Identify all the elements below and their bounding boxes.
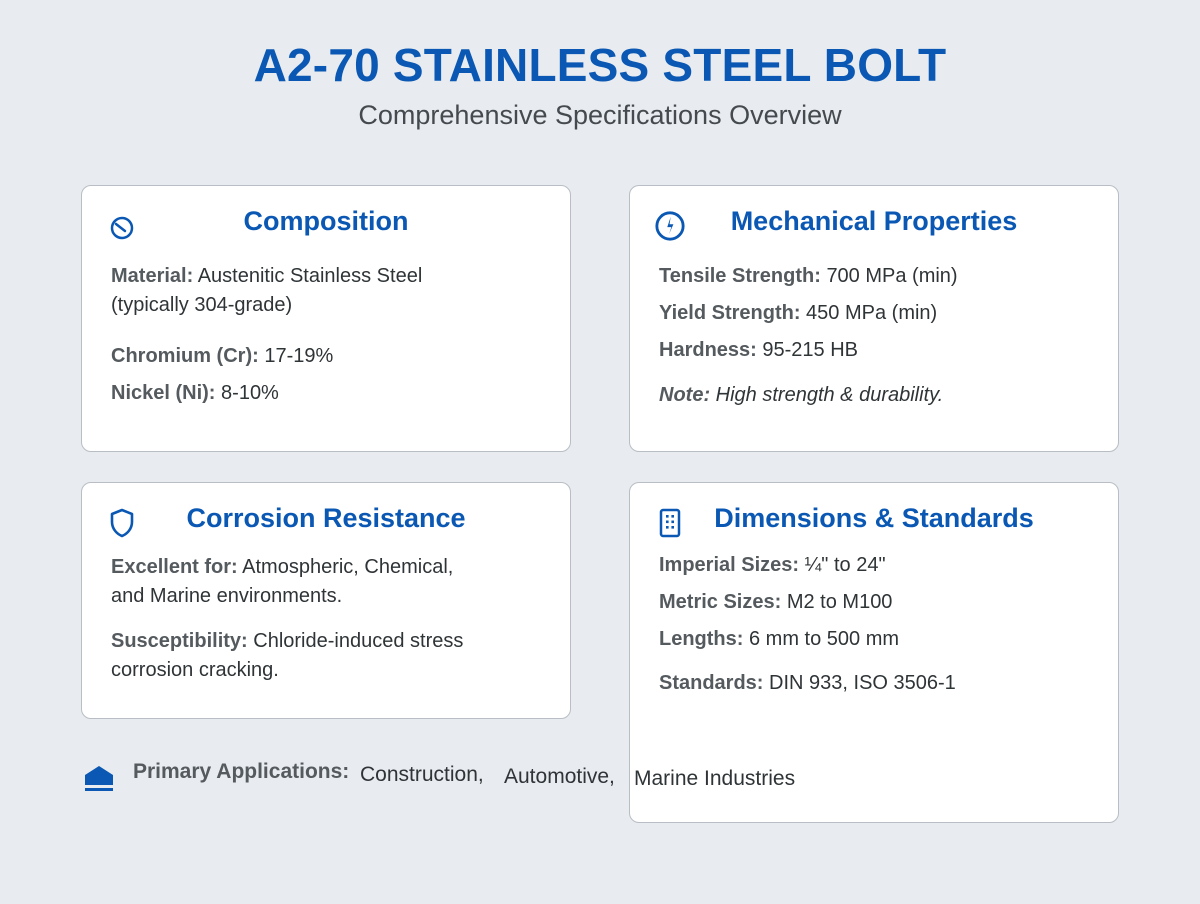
yield-row — [659, 299, 1094, 328]
mechanical-header — [630, 206, 1118, 242]
note-row — [659, 381, 1094, 410]
material-row — [111, 262, 546, 320]
excellent-value: Atmospheric, Chemical, — [242, 556, 454, 578]
hardness-label: Hardness: — [659, 339, 757, 361]
hardness-row — [659, 336, 1094, 365]
metric-row — [659, 588, 1094, 617]
tensile-label: Tensile Strength: — [659, 265, 821, 287]
note-value: High strength & durability. — [715, 384, 944, 406]
page-subtitle: Comprehensive Specifications Overview — [358, 100, 842, 130]
metric-label: Metric Sizes: — [659, 591, 782, 613]
susceptibility-label: Susceptibility: — [111, 630, 248, 652]
excellent-row — [111, 553, 546, 611]
metric-value: M2 to M100 — [786, 591, 893, 613]
nickel-row — [111, 379, 546, 408]
application-item: Construction, — [360, 763, 484, 786]
dimensions-header — [630, 503, 1118, 539]
material-value: Austenitic Stainless Steel — [197, 265, 423, 287]
standards-row — [659, 669, 1094, 698]
susceptibility-row — [111, 627, 546, 685]
yield-label: Yield Strength: — [659, 302, 801, 324]
chromium-value: 17-19% — [264, 345, 334, 367]
corrosion-header — [82, 503, 570, 539]
lengths-value: 6 mm to 500 mm — [749, 628, 900, 650]
applications-label: Primary Applications: — [133, 760, 350, 783]
chromium-row — [111, 342, 546, 371]
corrosion-card — [81, 482, 571, 719]
excellent-label: Excellent for: — [111, 556, 238, 578]
standards-value: DIN 933, ISO 3506-1 — [769, 672, 956, 694]
excellent-value-cont: and Marine environments. — [111, 585, 343, 607]
tensile-row — [659, 262, 1094, 291]
imperial-row — [659, 551, 1094, 580]
composition-card — [81, 185, 571, 452]
composition-title: Composition — [243, 206, 409, 236]
building-icon — [82, 760, 116, 792]
tensile-value: 700 MPa (min) — [826, 265, 958, 287]
standards-label: Standards: — [659, 672, 764, 694]
composition-header — [82, 206, 570, 242]
yield-value: 450 MPa (min) — [806, 302, 938, 324]
material-value-cont: (typically 304-grade) — [111, 294, 293, 316]
application-item: Automotive, — [504, 765, 615, 788]
application-item: Marine Industries — [634, 767, 796, 790]
dimensions-title: Dimensions & Standards — [714, 503, 1034, 533]
corrosion-title: Corrosion Resistance — [186, 503, 466, 533]
imperial-value: ¼" to 24" — [804, 554, 886, 576]
nickel-label: Nickel (Ni): — [111, 382, 216, 404]
nickel-value: 8-10% — [221, 382, 279, 404]
lengths-label: Lengths: — [659, 628, 744, 650]
hardness-value: 95-215 HB — [762, 339, 858, 361]
lengths-row — [659, 625, 1094, 654]
susceptibility-value: Chloride-induced stress — [253, 630, 464, 652]
mechanical-card — [629, 185, 1119, 452]
material-label: Material: — [111, 265, 194, 287]
imperial-label: Imperial Sizes: — [659, 554, 800, 576]
page-title: A2-70 STAINLESS STEEL BOLT — [253, 39, 947, 91]
chromium-label: Chromium (Cr): — [111, 345, 259, 367]
mechanical-title: Mechanical Properties — [730, 206, 1018, 236]
susceptibility-value-cont: corrosion cracking. — [111, 659, 279, 681]
note-label: Note: — [659, 384, 711, 406]
